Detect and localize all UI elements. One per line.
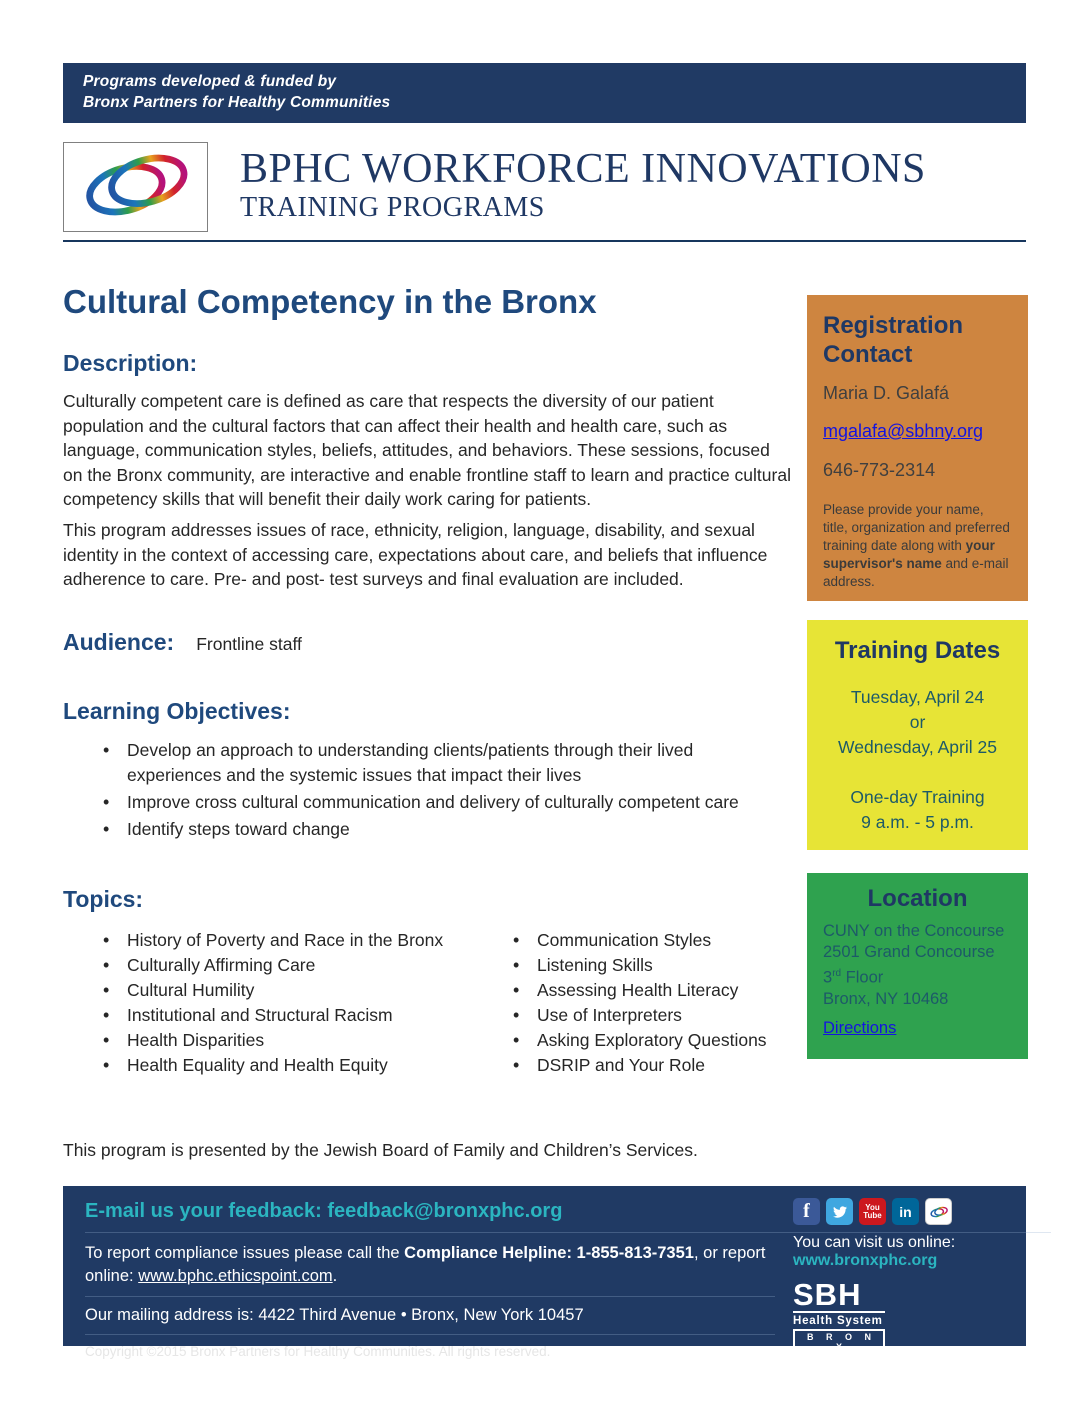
topic-item: • Culturally Affirming Care: [99, 953, 473, 978]
copyright-line: Copyright ©2015 Bronx Partners for Healthy Communities. All rights reserved.: [85, 1344, 551, 1359]
ethicspoint-link[interactable]: www.bphc.ethicspoint.com: [138, 1266, 333, 1285]
bphc-logo: [63, 142, 208, 232]
description-heading: Description:: [63, 350, 198, 376]
compliance-helpline: Compliance Helpline: 1-855-813-7351: [404, 1244, 694, 1262]
sbh-logo: [793, 1277, 885, 1355]
description-paragraph-2: This program addresses issues of race, ethnicity, religion, language, disability, and sexual identity in the context of accessing care, expectations about care, and beliefs that influence adherence to care. Pre- and post- test surveys and final evaluation are included.: [63, 520, 768, 590]
topics-left-list: [99, 928, 473, 1078]
page-title: Cultural Competency in the Bronx: [63, 283, 597, 320]
topic-item: • DSRIP and Your Role: [509, 1053, 803, 1078]
training-dates-box: [807, 620, 1028, 850]
masthead-title: BPHC WORKFORCE INNOVATIONS: [240, 146, 926, 192]
objective-item: • Develop an approach to understanding clients/patients through their lived experiences and the systemic issues that impact their lives: [99, 738, 779, 788]
banner-line1: Programs developed & funded by: [83, 73, 337, 90]
location-street: 2501 Grand Concourse: [823, 943, 995, 961]
visit-online-link[interactable]: www.bronxphc.org: [793, 1252, 938, 1269]
sbh-bronx-badge: B R O N X: [793, 1329, 885, 1355]
objectives-heading: Learning Objectives:: [63, 698, 291, 724]
description-paragraph-1: Culturally competent care is defined as care that respects the diversity of our patient population and the cultural factors that can affect their health and health care, such as language, communication styles, beliefs, attitudes, and behaviors. These sessions, focused on the Bronx community, are interactive and enable frontline staff to learn and practice cultural competency skills that will benefit their daily work caring for patients.: [63, 391, 791, 510]
contact-email-link[interactable]: mgalafa@sbhny.org: [823, 421, 984, 441]
topic-item: • Health Disparities: [99, 1028, 473, 1053]
bphc-swirl-icon: [76, 147, 196, 228]
registration-note: [823, 501, 1012, 591]
footer-left: [85, 1200, 775, 1359]
feedback-email-link[interactable]: feedback@bronxphc.org: [327, 1200, 563, 1222]
sbh-health-system-text: Health System: [793, 1315, 883, 1327]
footer: [63, 1186, 1026, 1359]
masthead-divider: [63, 240, 1026, 242]
audience-heading: Audience:: [63, 629, 175, 655]
masthead-subtitle: TRAINING PROGRAMS: [240, 192, 545, 223]
topics-heading: Topics:: [63, 886, 144, 912]
topics-right-list: [509, 928, 803, 1078]
linkedin-icon[interactable]: in: [892, 1198, 919, 1225]
training-time: 9 a.m. - 5 p.m.: [861, 812, 974, 832]
presented-by-line: This program is presented by the Jewish Board of Family and Children’s Services.: [63, 1140, 698, 1160]
training-date-2: Wednesday, April 25: [838, 737, 997, 757]
spacer: [807, 760, 1028, 785]
contact-phone: 646-773-2314: [823, 460, 936, 480]
bphc-swirl-icon[interactable]: [925, 1198, 952, 1225]
topics-columns: [63, 928, 803, 1078]
topic-item: • Institutional and Structural Racism: [99, 1003, 473, 1028]
location-venue: CUNY on the Concourse: [823, 922, 1005, 940]
topic-item: • Cultural Humility: [99, 978, 473, 1003]
note-bold: your supervisor's name: [823, 538, 995, 571]
banner-line2: Bronx Partners for Healthy Communities: [83, 94, 391, 111]
objectives-list: [99, 738, 779, 844]
training-dates-heading: Training Dates: [834, 637, 1001, 664]
social-icons: [793, 1198, 1023, 1225]
footer-right: [793, 1198, 1023, 1355]
masthead: [240, 146, 926, 224]
location-city: Bronx, NY 10468: [823, 989, 949, 1008]
note-post: and e-mail address.: [823, 556, 1009, 589]
topic-item: • Asking Exploratory Questions: [509, 1028, 803, 1053]
registration-heading: Registration Contact: [823, 312, 964, 368]
sbh-logo-text: SBH: [793, 1280, 885, 1313]
training-date-or: or: [909, 712, 926, 732]
location-box: [807, 873, 1028, 1059]
registration-contact-box: [807, 295, 1028, 601]
funding-banner: [63, 63, 1026, 123]
compliance-line: To report compliance issues please call the Compliance Helpline: 1-855-813-7351, or report online: www.bphc.ethicspoint.com.: [85, 1242, 775, 1297]
audience-row: [63, 629, 302, 657]
training-duration: One-day Training: [850, 787, 985, 807]
mailing-address: Our mailing address is: 4422 Third Avenue • Bronx, New York 10457: [85, 1306, 775, 1335]
topics-left-column: [63, 928, 473, 1078]
location-floor: 3rd Floor: [823, 968, 884, 987]
audience-value: Frontline staff: [196, 634, 302, 654]
directions-link[interactable]: Directions: [823, 1018, 897, 1037]
contact-name: Maria D. Galafá: [823, 383, 950, 403]
training-date-1: Tuesday, April 24: [850, 687, 985, 707]
topics-right-column: [473, 928, 803, 1078]
visit-online-label: You can visit us online:: [793, 1234, 956, 1251]
location-heading: Location: [867, 885, 968, 912]
youtube-icon[interactable]: You Tube: [859, 1198, 886, 1225]
topic-item: • Assessing Health Literacy: [509, 978, 803, 1003]
twitter-icon[interactable]: [826, 1198, 853, 1225]
topic-item: • Communication Styles: [509, 928, 803, 953]
topic-item: • Listening Skills: [509, 953, 803, 978]
facebook-icon[interactable]: f: [793, 1198, 820, 1225]
note-pre: Please provide your name, title, organization and preferred training date along with: [823, 502, 1010, 553]
objective-item: • Identify steps toward change: [99, 817, 779, 842]
topic-item: • Use of Interpreters: [509, 1003, 803, 1028]
feedback-label: E-mail us your feedback:: [85, 1200, 322, 1222]
objective-item: • Improve cross cultural communication and delivery of culturally competent care: [99, 790, 779, 815]
topic-item: • History of Poverty and Race in the Bronx: [99, 928, 473, 953]
topic-item: • Health Equality and Health Equity: [99, 1053, 473, 1078]
